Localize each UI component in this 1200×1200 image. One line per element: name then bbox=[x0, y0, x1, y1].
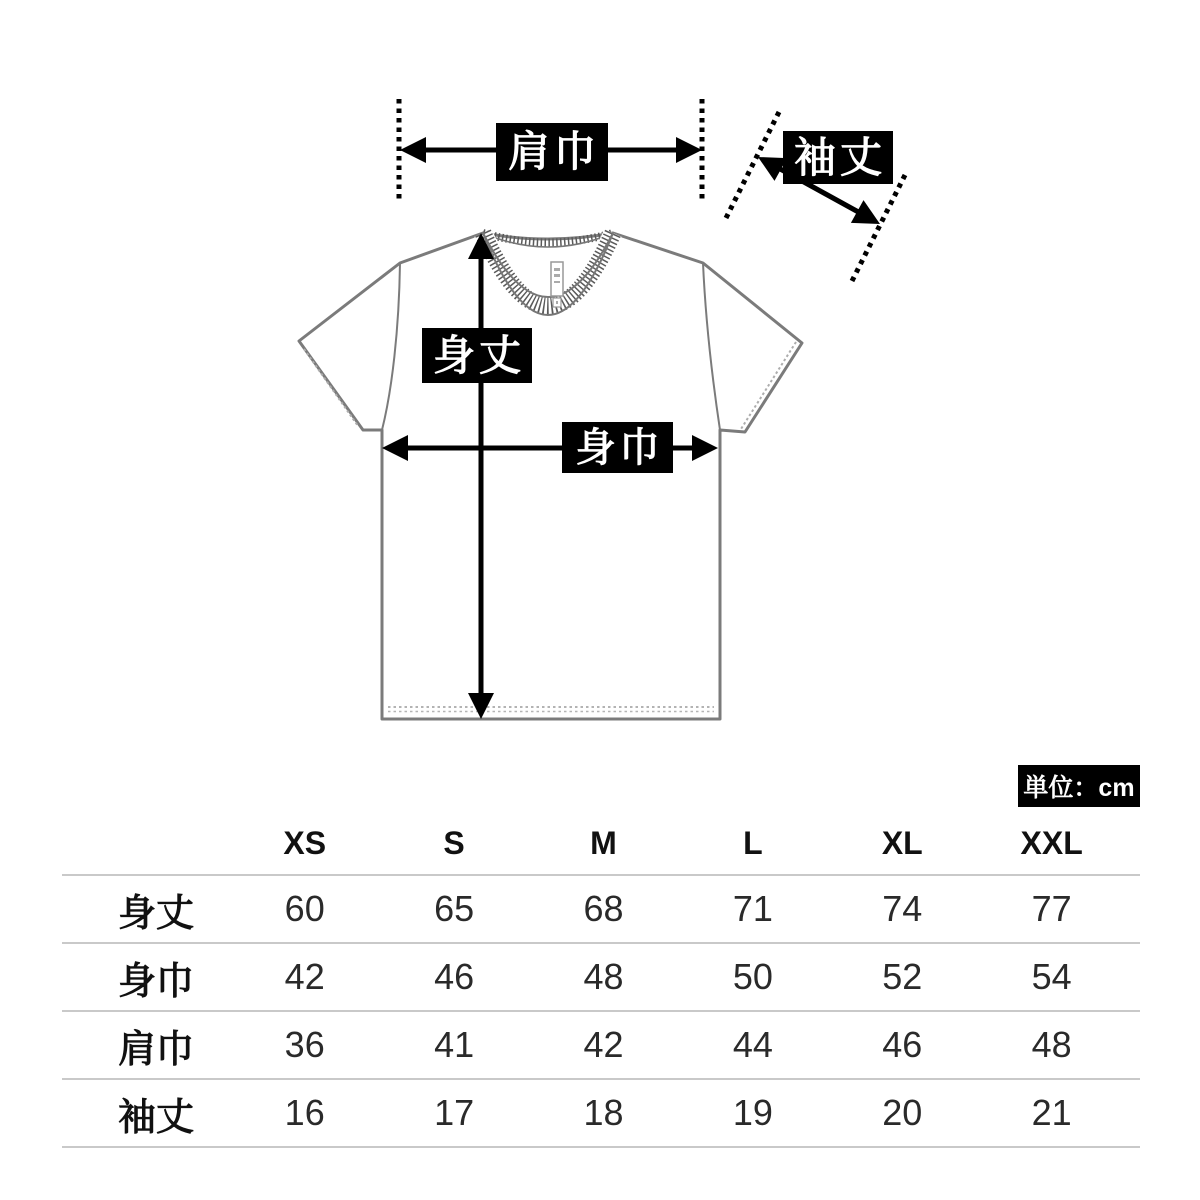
size-column-header: XL bbox=[881, 824, 923, 861]
size-cell: 54 bbox=[1031, 956, 1072, 997]
size-table-row-body-width bbox=[62, 942, 1140, 1010]
size-column-header: M bbox=[590, 824, 617, 861]
neck-label-tag bbox=[551, 262, 563, 307]
size-cell: 74 bbox=[882, 888, 923, 929]
size-column-header: L bbox=[743, 824, 763, 861]
size-table bbox=[62, 812, 1140, 1148]
size-cell: 68 bbox=[583, 888, 624, 929]
row-label: 身巾 bbox=[117, 960, 194, 1003]
size-cell: 19 bbox=[732, 1092, 773, 1133]
size-cell: 16 bbox=[284, 1092, 325, 1133]
size-cell: 60 bbox=[284, 888, 325, 929]
size-table-row-body-length bbox=[62, 874, 1140, 942]
size-column-header: S bbox=[443, 824, 465, 861]
size-column-header: XS bbox=[283, 824, 327, 861]
tshirt-illustration bbox=[299, 233, 802, 719]
size-table-row-shoulder-width bbox=[62, 1010, 1140, 1078]
body-width-label: 身巾 bbox=[562, 422, 673, 473]
arrowhead-left bbox=[400, 137, 426, 163]
size-cell: 46 bbox=[882, 1024, 923, 1065]
size-cell: 77 bbox=[1031, 888, 1072, 929]
size-cell: 18 bbox=[583, 1092, 624, 1133]
size-cell: 52 bbox=[882, 956, 923, 997]
size-cell: 44 bbox=[732, 1024, 773, 1065]
row-label: 袖丈 bbox=[117, 1096, 194, 1139]
size-cell: 21 bbox=[1031, 1092, 1072, 1133]
size-cell: 65 bbox=[434, 888, 475, 929]
row-label: 肩巾 bbox=[117, 1028, 194, 1071]
size-cell: 50 bbox=[732, 956, 773, 997]
unit-badge: 単位：cm bbox=[1018, 765, 1140, 807]
size-cell: 36 bbox=[284, 1024, 325, 1065]
size-cell: 41 bbox=[434, 1024, 475, 1065]
row-label: 身丈 bbox=[117, 892, 194, 935]
shoulder-width-label: 肩巾 bbox=[496, 123, 608, 181]
body-length-label: 身丈 bbox=[422, 328, 532, 383]
size-column-header: XXL bbox=[1020, 824, 1083, 861]
size-cell: 71 bbox=[732, 888, 773, 929]
size-cell: 42 bbox=[583, 1024, 624, 1065]
size-cell: 17 bbox=[434, 1092, 475, 1133]
size-cell: 48 bbox=[583, 956, 624, 997]
sleeve-length-label: 袖丈 bbox=[783, 131, 893, 184]
size-cell: 20 bbox=[882, 1092, 923, 1133]
size-table-row-sleeve-length bbox=[62, 1078, 1140, 1148]
size-table-header-row bbox=[62, 812, 1140, 874]
arrowhead-right bbox=[676, 137, 702, 163]
size-cell: 48 bbox=[1031, 1024, 1072, 1065]
size-cell: 46 bbox=[434, 956, 475, 997]
size-cell: 42 bbox=[284, 956, 325, 997]
